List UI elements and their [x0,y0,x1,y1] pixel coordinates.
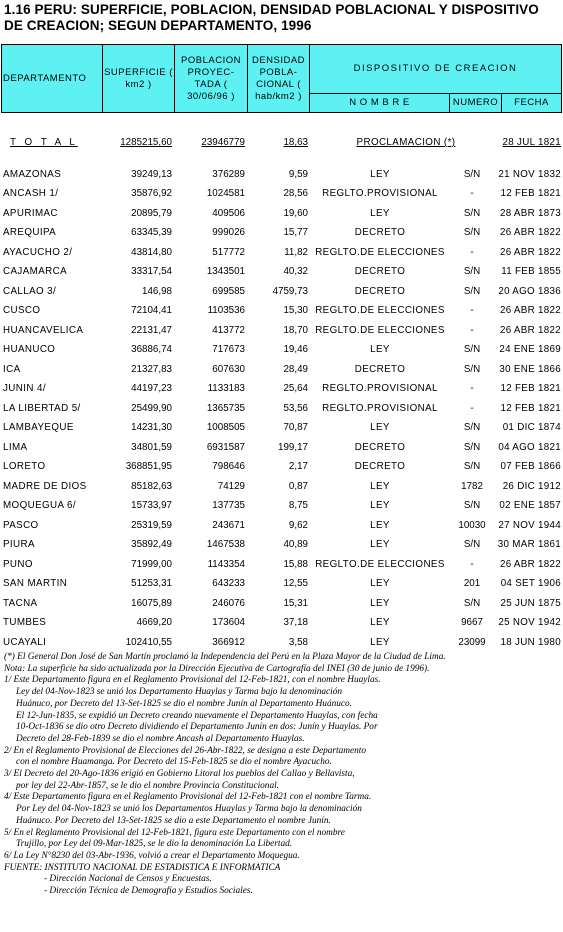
footnote-line: Huánuco. Por Decreto del 13-Set-1825 se dio a este Departamento el nombre Junín. [16,815,331,826]
cell-poblacion: 999026 [212,227,245,238]
header-poblacion: POBLACION PROYEC-TADA ( 30/06/96 ) [175,45,248,113]
cell-departamento: JUNIN 4/ [3,383,46,394]
cell-densidad: 9,59 [288,168,308,180]
footnote-line: Nota: La superficie ha sido actualizada por la Dirección Ejecutiva de Cartografía del INEI (30 de junio de 1996). [4,663,430,674]
cell-nombre: REGLTO.DE ELECCIONES [315,558,445,570]
cell-numero: - [470,188,474,199]
cell-fecha: 26 ABR 1822 [499,305,561,316]
cell-poblacion: 137735 [212,500,245,511]
cell-poblacion: 409506 [212,207,245,219]
cell-departamento: SAN MARTIN [3,578,68,589]
cell-densidad: 15,77 [283,227,308,238]
total-label: T O T A L [10,137,78,148]
table-row [0,400,563,420]
cell-fecha: 26 ABR 1822 [499,558,561,570]
cell-fecha: 04 AGO 1821 [498,441,561,453]
cell-nombre: DECRETO [354,441,406,453]
cell-superficie: 36886,74 [131,344,172,355]
cell-densidad: 19,60 [283,207,308,219]
cell-superficie: 35876,92 [131,188,172,199]
cell-nombre: REGLTO.PROVISIONAL [322,188,438,199]
total-fecha: 28 JUL 1821 [502,137,561,148]
table-row [0,322,563,342]
cell-nombre: LEY [370,480,390,492]
cell-fecha: 27 NOV 1944 [498,519,561,531]
cell-nombre: DECRETO [354,363,406,375]
cell-numero: S/N [463,168,481,180]
header-numero: NUMERO [450,94,502,113]
total-row [0,134,563,154]
table-row [0,224,563,244]
cell-densidad: 25,64 [283,383,308,394]
cell-fecha: 26 DIC 1912 [502,480,561,492]
cell-densidad: 70,87 [283,422,308,433]
cell-departamento: AYACUCHO 2/ [3,246,73,258]
footnote-line: (*) El General Don José de San Martín proclamó la Independencia del Perú en la Plaza Mayor de la Ciudad de Lima. [4,652,446,662]
cell-numero: S/N [463,422,481,433]
cell-poblacion: 517772 [212,246,245,258]
footnote-line: 3/ El Decreto del 20-Ago-1836 erigió en Gobierno Litoral los pueblos del Callao y Bellavista, [4,769,355,780]
cell-fecha: 21 NOV 1832 [498,168,561,180]
cell-fecha: 25 JUN 1875 [500,597,561,609]
cell-numero: - [470,324,474,336]
cell-numero: S/N [463,207,481,219]
cell-fecha: 25 NOV 1942 [498,617,561,628]
cell-nombre: LEY [370,207,390,219]
total-poblacion: 23946779 [201,137,245,148]
table-row [0,614,563,634]
cell-fecha: 26 ABR 1822 [499,227,561,238]
footnote-line: 6/ La Ley N°8230 del 03-Abr-1936, volvió a crear el Departamento Moquegua. [4,850,300,861]
table-row [0,517,563,537]
footnote-line: Huánuco, por Decreto del 13-Set-1825 se dio el nombre Junín al Departamento Huánuco. [16,698,352,709]
cell-nombre: LEY [370,500,390,511]
cell-nombre: REGLTO.DE ELECCIONES [315,324,445,336]
cell-fecha: 04 SET 1906 [500,578,561,589]
header-departamento: DEPARTAMENTO [2,45,103,113]
cell-fecha: 20 AGO 1836 [498,285,561,297]
cell-superficie: 368851,95 [125,461,172,472]
header-fecha: FECHA [502,94,562,113]
cell-nombre: REGLTO.DE ELECCIONES [315,305,445,316]
cell-numero: S/N [463,539,481,550]
footnote-line: - Dirección Nacional de Censos y Encuestas. [44,874,212,885]
cell-numero: S/N [463,363,481,375]
table-row [0,575,563,595]
footnote-line: Ley del 04-Nov-1823 se unió los Departamento Huaylas y Tarma bajo la denominación [16,687,343,698]
cell-numero: 10030 [458,519,486,531]
cell-departamento: LIMA [3,441,28,453]
cell-superficie: 34801,59 [131,441,172,453]
cell-poblacion: 413772 [212,324,245,336]
cell-densidad: 0,87 [288,480,308,492]
cell-densidad: 15,88 [283,558,308,570]
footnote-line: con el nombre Huamanga. Por Decreto del 15-Feb-1825 se dio el nombre Ayacucho. [16,757,332,768]
table-row [0,595,563,615]
cell-nombre: LEY [370,422,390,433]
cell-departamento: HUANCAVELICA [3,324,84,336]
footnote-line: 4/ Este Departamento figura en el Reglamento Provisional del 12-Feb-1821 con el nombre Tarma. [4,792,372,803]
table-row [0,634,563,654]
cell-departamento: UCAYALI [3,636,47,648]
cell-superficie: 102410,55 [125,636,172,648]
cell-densidad: 28,49 [283,363,308,375]
cell-numero: - [470,246,474,258]
table-row [0,263,563,283]
cell-numero: - [470,383,474,394]
cell-densidad: 4759,73 [272,285,308,297]
cell-poblacion: 1343501 [206,266,245,277]
footnote-line: El 12-Jun-1835, se expidió un Decreto creando nuevamente el Departamento Huaylas, con fecha [16,710,378,721]
cell-superficie: 146,98 [142,285,172,297]
cell-departamento: PUNO [3,558,33,570]
cell-poblacion: 366912 [212,636,245,648]
cell-poblacion: 717673 [212,344,245,355]
cell-fecha: 12 FEB 1821 [500,188,561,199]
cell-poblacion: 1103536 [207,305,245,316]
cell-numero: S/N [463,461,481,472]
table-row [0,205,563,225]
table-header [1,44,562,113]
cell-superficie: 44197,23 [131,383,172,394]
cell-nombre: DECRETO [354,285,406,297]
cell-numero: 23099 [458,636,486,648]
cell-nombre: LEY [370,519,390,531]
cell-departamento: AMAZONAS [3,168,62,180]
cell-fecha: 12 FEB 1821 [500,383,561,394]
cell-fecha: 24 ENE 1869 [499,344,561,355]
footnote-line: - Dirección Técnica de Demografía y Estudios Sociales. [44,886,253,897]
cell-numero: S/N [463,597,481,609]
header-superficie: SUPERFICIE ( km2 ) [103,45,175,113]
total-superficie: 1285215,60 [120,137,172,148]
cell-densidad: 15,31 [283,597,308,609]
cell-superficie: 63345,39 [131,227,172,238]
cell-departamento: HUANUCO [3,344,56,355]
cell-departamento: PIURA [3,539,35,550]
cell-departamento: TUMBES [3,617,47,628]
cell-poblacion: 246076 [212,597,245,609]
cell-densidad: 199,17 [278,441,308,453]
cell-densidad: 9,62 [288,519,308,531]
footnote-line: Decreto del 28-Feb-1839 se dio el nombre Ancash al Departamento Huaylas. [16,733,305,744]
cell-densidad: 15,30 [283,305,308,316]
cell-densidad: 19,46 [283,344,308,355]
cell-densidad: 18,70 [283,324,308,336]
cell-superficie: 25499,90 [131,402,172,414]
cell-numero: 1782 [461,480,483,492]
cell-numero: S/N [463,344,481,355]
header-densidad: DENSIDAD POBLA-CIONAL ( hab/km2 ) [248,45,310,113]
cell-departamento: LA LIBERTAD 5/ [3,402,81,414]
table-row [0,458,563,478]
table-row [0,380,563,400]
footnotes [4,652,560,898]
cell-numero: - [470,305,474,316]
cell-densidad: 40,89 [283,539,308,550]
cell-nombre: DECRETO [354,461,406,472]
cell-nombre: LEY [370,597,390,609]
page-title: 1.16 PERU: SUPERFICIE, POBLACION, DENSIDAD POBLACIONAL Y DISPOSITIVO DE CREACION; SEGUN DEPARTAMENTO, 1996 [4,2,539,33]
cell-superficie: 25319,59 [131,519,172,531]
cell-departamento: MADRE DE DIOS [3,480,87,492]
table-row [0,419,563,439]
cell-densidad: 53,56 [283,402,308,414]
cell-numero: S/N [463,266,481,277]
header-dispositivo: DISPOSITIVO DE CREACION [310,45,562,94]
cell-densidad: 12,55 [283,578,308,589]
total-densidad: 18,63 [283,137,308,148]
footnote-line: 1/ Este Departamento figura en el Reglamento Provisional del 12-Feb-1821, con el nombre Huaylas. [4,675,381,686]
cell-nombre: REGLTO.PROVISIONAL [322,383,438,394]
cell-superficie: 16075,89 [131,597,172,609]
cell-superficie: 15733,97 [131,500,172,511]
cell-departamento: CUSCO [3,305,41,316]
footnote-line: 2/ En el Reglamento Provisional de Elecciones del 26-Abr-1822, se designa a este Departamento [4,745,366,756]
total-nombre: PROCLAMACION (*) [356,137,456,148]
cell-superficie: 33317,54 [131,266,172,277]
cell-poblacion: 376289 [212,168,245,180]
table-row [0,361,563,381]
cell-nombre: REGLTO.DE ELECCIONES [315,246,445,258]
cell-departamento: LAMBAYEQUE [3,422,74,433]
table-row [0,244,563,264]
table-row [0,283,563,303]
cell-fecha: 02 ENE 1857 [499,500,561,511]
cell-poblacion: 243671 [212,519,245,531]
cell-nombre: LEY [370,168,390,180]
cell-superficie: 72104,41 [131,305,172,316]
cell-departamento: AREQUIPA [3,227,57,238]
cell-densidad: 11,82 [284,246,308,258]
cell-fecha: 26 ABR 1822 [499,324,561,336]
cell-fecha: 18 JUN 1980 [500,636,561,648]
cell-numero: S/N [463,285,481,297]
cell-superficie: 43814,80 [131,246,172,258]
cell-nombre: REGLTO.PROVISIONAL [322,402,438,414]
cell-superficie: 71999,00 [131,558,172,570]
cell-densidad: 37,18 [283,617,308,628]
cell-departamento: APURIMAC [3,207,58,219]
cell-densidad: 2,17 [288,461,308,472]
cell-numero: - [470,402,474,414]
cell-numero: S/N [463,441,481,453]
table-row [0,497,563,517]
cell-superficie: 20895,79 [131,207,172,219]
footnote-line: 10-Oct-1836 se dio otro Decreto dividiendo el Departamento Junín en dos: Junín y Huaylas. Por [16,722,378,733]
cell-superficie: 14231,30 [131,422,172,433]
cell-poblacion: 1024581 [206,188,245,199]
cell-poblacion: 1365735 [206,402,245,414]
footnote-line: 5/ En el Reglamento Provisional del 12-Feb-1821, figura este Departamento con el nombre [4,827,345,838]
cell-fecha: 30 ENE 1866 [499,363,561,375]
footnote-line: Por Ley del 04-Nov-1823 se unió los Departamentos Huaylas y Tarma bajo la denominación [16,804,362,815]
table-row [0,341,563,361]
cell-departamento: LORETO [3,461,46,472]
cell-nombre: LEY [370,539,390,550]
cell-poblacion: 643233 [212,578,245,589]
table-body [0,134,563,653]
cell-poblacion: 699585 [212,285,245,297]
cell-nombre: LEY [370,636,390,648]
cell-superficie: 85182,63 [131,480,172,492]
table-row [0,556,563,576]
cell-departamento: ANCASH 1/ [3,188,59,199]
cell-numero: 201 [463,578,481,589]
cell-fecha: 12 FEB 1821 [500,402,561,414]
cell-poblacion: 1467538 [206,539,245,550]
cell-fecha: 26 ABR 1822 [499,246,561,258]
cell-superficie: 4669,20 [136,617,172,628]
cell-numero: S/N [463,500,481,511]
cell-fecha: 30 MAR 1861 [497,539,561,550]
cell-numero: 9667 [461,617,483,628]
cell-fecha: 28 ABR 1873 [499,207,561,219]
cell-departamento: CAJAMARCA [3,266,68,277]
cell-fecha: 11 FEB 1855 [501,266,561,277]
footnote-line: Trujillo, por Ley del 09-Mar-1825, se le dio la denominación La Libertad. [16,839,293,850]
cell-nombre: LEY [370,578,390,589]
cell-departamento: PASCO [3,519,39,531]
cell-nombre: LEY [370,344,390,355]
cell-poblacion: 74129 [217,480,245,492]
cell-fecha: 07 FEB 1866 [500,461,561,472]
header-nombre: N O M B R E [310,94,450,113]
cell-fecha: 01 DIC 1874 [502,422,561,433]
footnote-line: por ley del 22-Abr-1857, se le dio el nombre Provincia Constitucional. [16,780,280,791]
cell-departamento: TACNA [3,597,38,609]
cell-densidad: 28,56 [283,188,308,199]
cell-superficie: 39249,13 [131,168,172,180]
footnote-line: FUENTE: INSTITUTO NACIONAL DE ESTADISTICA E INFORMATICA [4,862,281,873]
cell-numero: S/N [463,227,481,238]
cell-poblacion: 1133183 [207,383,245,394]
cell-nombre: LEY [370,617,390,628]
table-row [0,439,563,459]
cell-poblacion: 1008505 [206,422,245,433]
table-row [0,536,563,556]
cell-numero: - [470,558,474,570]
table-row [0,478,563,498]
cell-poblacion: 607630 [212,363,245,375]
cell-densidad: 40,32 [283,266,308,277]
cell-poblacion: 173604 [212,617,245,628]
cell-departamento: CALLAO 3/ [3,285,57,297]
table-row [0,302,563,322]
cell-superficie: 35892,49 [131,539,172,550]
cell-densidad: 8,75 [288,500,308,511]
cell-poblacion: 6931587 [206,441,245,453]
cell-superficie: 21327,83 [131,363,172,375]
cell-superficie: 51253,31 [131,578,172,589]
cell-superficie: 22131,47 [131,324,172,336]
cell-departamento: ICA [3,363,21,375]
table-row [0,185,563,205]
cell-poblacion: 1143354 [207,558,245,570]
cell-departamento: MOQUEGUA 6/ [3,500,76,511]
cell-nombre: DECRETO [354,227,406,238]
cell-poblacion: 798646 [212,461,245,472]
cell-nombre: DECRETO [354,266,406,277]
table-row [0,166,563,186]
cell-densidad: 3,58 [288,636,308,648]
